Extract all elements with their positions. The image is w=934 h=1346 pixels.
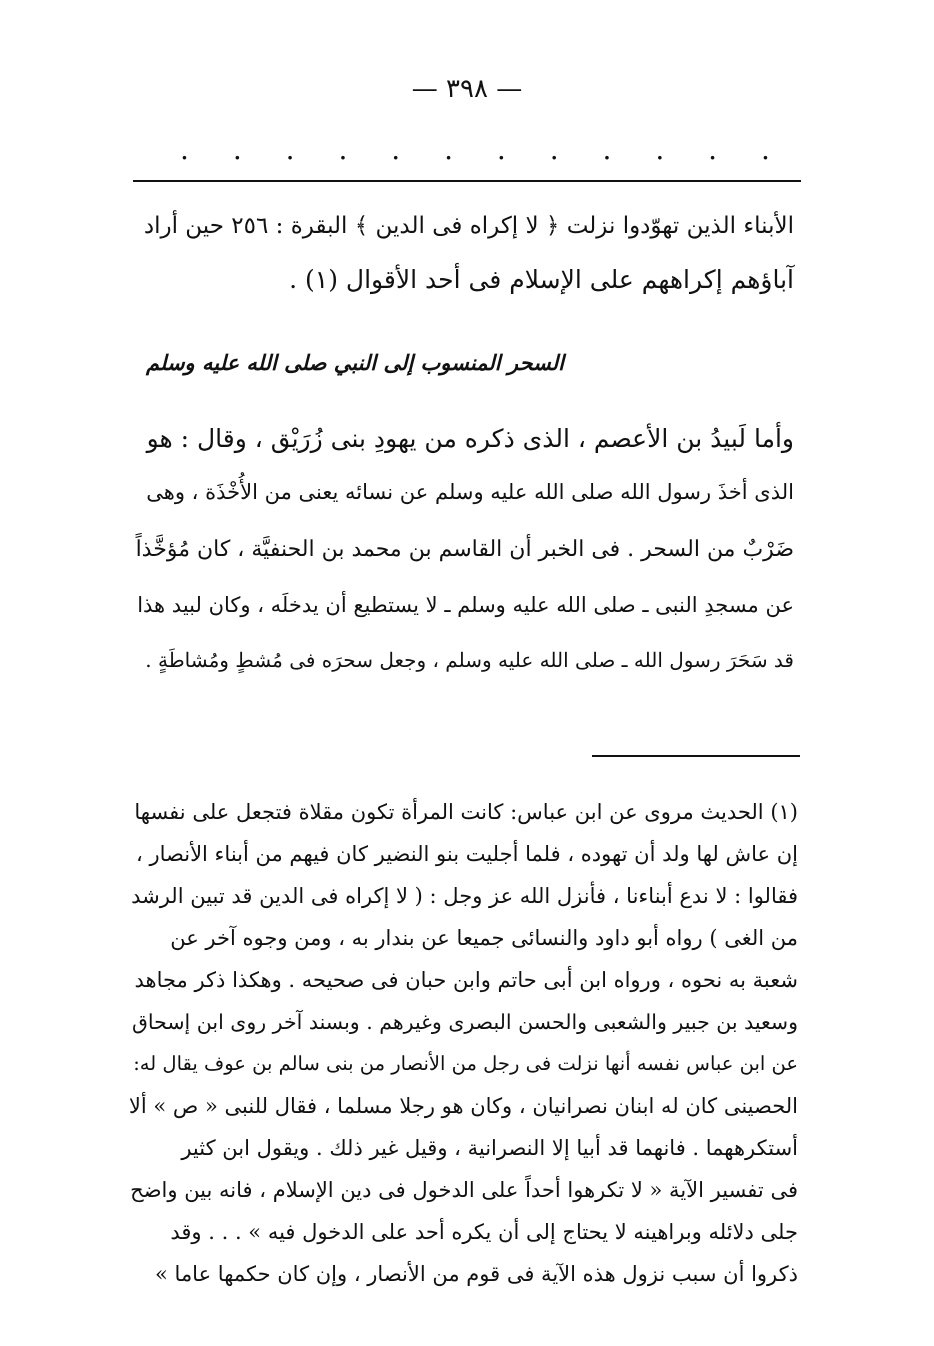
footnote-line: فقالوا : لا ندع أبناءنا ، فأنزل الله عز وجل : ( لا إكراه فى الدين قد تبين الرشد (131, 884, 798, 908)
separator-dot: . (180, 133, 189, 166)
footnote-line: عن ابن عباس نفسه أنها نزلت فى رجل من الأنصار من بنى سالم بن عوف يقال له: (133, 1052, 798, 1075)
text-line: قد سَحَرَ رسول الله ـ صلى الله عليه وسلم ، وجعل سحرَه فى مُشطٍ ومُشاطَةٍ . (145, 648, 794, 672)
text-line: ضَرْبٌ من السحر . فى الخبر أن القاسم بن محمد بن الحنفيَّة ، كان مُؤخَّذاً (135, 537, 794, 562)
top-divider (133, 180, 801, 182)
separator-dot: . (760, 133, 770, 166)
separator-dot: . (655, 133, 665, 166)
footnote-line: ذكروا أن سبب نزول هذه الآية فى قوم من الأنصار ، وإن كان حكمها عاما » (155, 1262, 798, 1286)
separator-dots (180, 133, 770, 166)
section-heading: السحر المنسوب إلى النبي صلى الله عليه وسلم (146, 350, 564, 375)
footnote-line: شعبة به نحوه ، ورواه ابن أبى حاتم وابن حبان فى صحيحه . وهكذا ذكر مجاهد (134, 968, 798, 992)
footnote-line: من الغى ) رواه أبو داود والنسائى جميعا عن بندار به ، ومن وجوه آخر عن (170, 926, 798, 950)
text-line: آباؤهم إكراههم على الإسلام فى أحد الأقوال (١) . (289, 265, 794, 294)
separator-dot: . (496, 133, 506, 166)
page-number: — ٣٩٨ — (411, 74, 523, 104)
separator-dot: . (232, 133, 242, 166)
footnote-line: أستكرههما . فانهما قد أبيا إلا النصرانية ، وقيل غير ذلك . ويقول ابن كثير (181, 1136, 798, 1160)
footnote-line: جلى دلائله وبراهينه لا يحتاج إلى أن يكره أحد على الدخول فيه » . . . وقد (170, 1220, 798, 1244)
separator-dot: . (602, 133, 612, 166)
footnote-line: (١) الحديث مروى عن ابن عباس: كانت المرأة تكون مقلاة فتجعل على نفسها (134, 800, 798, 824)
top-paragraph (129, 205, 794, 295)
main-paragraph (129, 420, 794, 690)
separator-dot: . (285, 133, 295, 166)
separator-dot: . (708, 133, 718, 166)
footnote-line: وسعيد بن جبير والشعبى والحسن البصرى وغيرهم . وبسند آخر روى ابن إسحاق (131, 1010, 798, 1034)
text-line: عن مسجدِ النبى ـ صلى الله عليه وسلم ـ لا يستطيع أن يدخلَه ، وكان لبيد هذا (137, 593, 794, 617)
text-line: الأبناء الذين تهوّدوا نزلت ﴿ لا إكراه فى الدين ﴾ البقرة : ٢٥٦ حين أراد (143, 213, 794, 239)
footnote-line: الحصينى كان له ابنان نصرانيان ، وكان هو رجلا مسلما ، فقال للنبى « ص » ألا (128, 1094, 798, 1118)
separator-dot: . (444, 133, 453, 166)
footnote-divider (592, 755, 800, 757)
text-line: وأما لَبيدُ بن الأعصم ، الذى ذكره من يهودِ بنى زُرَيْق ، وقال : هو (146, 424, 794, 453)
text-line: الذى أخذَ رسول الله صلى الله عليه وسلم عن نسائه يعنى من الأُخْذَة ، وهى (146, 480, 794, 504)
separator-dot: . (549, 133, 559, 166)
footnote-line: فى تفسير الآية « لا تكرهوا أحداً على الدخول فى دين الإسلام ، فانه بين واضح (130, 1178, 798, 1202)
footnote-line: إن عاش لها ولد أن تهوده ، فلما أجليت بنو النضير كان فيهم من أبناء الأنصار ، (136, 842, 798, 866)
separator-dot: . (338, 133, 348, 166)
separator-dot: . (391, 133, 401, 166)
